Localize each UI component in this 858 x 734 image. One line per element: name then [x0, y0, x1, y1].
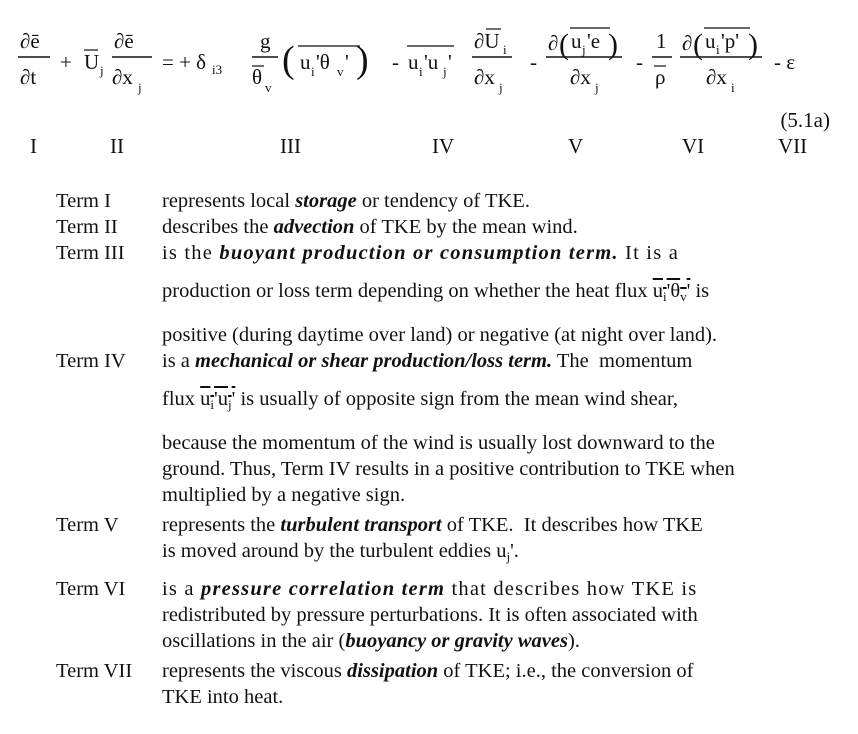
roman-label-4: IV [432, 134, 455, 158]
svg-text:∂t: ∂t [20, 65, 37, 89]
tke-equation-svg [14, 12, 844, 104]
svg-text:∂ē: ∂ē [20, 29, 40, 53]
svg-text:j: j [595, 80, 599, 95]
svg-text:∂x: ∂x [474, 65, 495, 89]
term-6-row [56, 576, 834, 654]
term-3-line2-suffix: is [695, 280, 710, 302]
svg-text:1: 1 [656, 29, 667, 53]
tke-equation [14, 12, 844, 104]
term-7-label: Term VII [56, 660, 133, 682]
term-4-line4: ground. Thus, Term IV results in a positive contribution to TKE when [162, 458, 735, 480]
svg-text:): ) [748, 28, 758, 61]
svg-text:(: ( [282, 39, 295, 81]
term-3-line3: positive (during daytime over land) or negative (at night over land). [162, 324, 718, 346]
term-3-line2: production or loss term depending on whether the heat flux [162, 280, 648, 302]
term-6-label: Term VI [56, 578, 126, 600]
svg-text:j: j [582, 42, 586, 57]
term-1-text: represents local storage or tendency of TKE. [162, 190, 530, 212]
term-5-line2: is moved around by the turbulent eddies u [162, 540, 507, 562]
term-2-label: Term II [56, 216, 118, 238]
term-1-row [56, 188, 834, 214]
svg-text:v: v [337, 64, 344, 79]
term-6-line2: redistributed by pressure perturbations. It is often associated with [162, 604, 698, 626]
term-1-label: Term I [56, 190, 111, 212]
roman-label-1: I [30, 134, 37, 158]
term-5-row [56, 512, 834, 570]
term-6-emphasis: pressure correlation term [201, 578, 446, 600]
svg-text:i: i [311, 64, 315, 79]
svg-text:): ) [608, 28, 618, 61]
term-4-line5: multiplied by a negative sign. [162, 484, 406, 506]
term-4-row [56, 348, 834, 508]
term-3-row [56, 240, 834, 348]
svg-text:): ) [356, 39, 369, 81]
svg-text:-: - [530, 50, 537, 74]
momentum-flux-symbol: $u_i'u_j'$ [200, 388, 236, 412]
svg-text:+: + [60, 50, 72, 74]
svg-text:g: g [260, 29, 271, 53]
roman-label-3: III [280, 134, 301, 158]
term-7-row [56, 658, 834, 710]
svg-text:∂U: ∂U [474, 29, 500, 53]
svg-text:'θ: 'θ [316, 50, 330, 74]
svg-text:j: j [443, 64, 447, 79]
svg-text:- ε: - ε [774, 50, 796, 74]
roman-label-7: VII [778, 134, 808, 158]
term-7-line2: TKE into heat. [162, 686, 284, 708]
term-5-emphasis: turbulent transport [280, 514, 442, 536]
roman-label-6: VI [682, 134, 705, 158]
term-3-text: is the buoyant production or consumption term. It is a production or loss term depending on whether the heat flux $u_i'\theta_v'$ is positive (during daytime over land) or negative (at night over land). [162, 240, 834, 348]
svg-text:= + δ: = + δ [162, 50, 207, 74]
term-4-text: is a mechanical or shear production/loss term. The momentum flux $u_i'u_j'$ is usually of opposite sign from the mean wind shear, because the momentum of the wind is usually lost downward to the ground. Thus, Term IV results in a positive contribution to TKE when multiplied by a negative sign. [162, 348, 834, 508]
svg-text:j: j [100, 63, 104, 78]
svg-text:∂ē: ∂ē [114, 29, 134, 53]
term-5-label: Term V [56, 514, 119, 536]
svg-text:U: U [84, 50, 100, 74]
svg-text:-: - [392, 50, 399, 74]
term-6-text: is a pressure correlation term that describes how TKE is redistributed by pressure perturbations. It is often associated with oscillations in the air (buoyancy or gravity waves). [162, 576, 834, 654]
term-5-text: represents the turbulent transport of TKE. It describes how TKE is moved around by the turbulent eddies $u_j'$. [162, 514, 703, 564]
svg-text:u: u [571, 29, 582, 53]
svg-text:i: i [731, 80, 735, 95]
roman-label-5: V [568, 134, 584, 158]
term-2-text: describes the advection of TKE by the mean wind. [162, 216, 578, 238]
term-definitions [56, 188, 834, 710]
svg-text:'p': 'p' [721, 29, 740, 53]
svg-text:'u: 'u [424, 50, 439, 74]
term-2-emphasis: advection [273, 216, 355, 238]
svg-text:'e: 'e [587, 29, 601, 53]
svg-text:u: u [705, 29, 716, 53]
svg-text:(: ( [559, 28, 569, 61]
heat-flux-symbol: $u_i'\theta_v'$ [652, 280, 691, 304]
term-4-label: Term IV [56, 350, 126, 372]
svg-text:-: - [636, 50, 643, 74]
term-4-line2-prefix: flux [162, 388, 196, 410]
svg-text:': ' [448, 50, 452, 74]
svg-text:∂x: ∂x [570, 65, 591, 89]
svg-text:i: i [419, 64, 423, 79]
term-6-emphasis-2: buoyancy or gravity waves [345, 630, 568, 652]
term-3-emphasis: buoyant production or consumption term. [219, 242, 619, 264]
svg-text:v: v [265, 80, 272, 95]
term-3-label: Term III [56, 242, 125, 264]
svg-text:(: ( [693, 28, 703, 61]
svg-text:ρ: ρ [655, 65, 666, 89]
svg-text:': ' [345, 50, 349, 74]
svg-text:i3: i3 [212, 62, 223, 77]
term-2-row [56, 214, 834, 240]
svg-text:∂: ∂ [548, 31, 559, 55]
term-4-emphasis: mechanical or shear production/loss term. [195, 350, 553, 372]
svg-text:∂x: ∂x [706, 65, 727, 89]
svg-text:j: j [499, 80, 503, 95]
svg-text:u: u [408, 50, 419, 74]
svg-text:u: u [300, 50, 311, 74]
svg-text:j: j [138, 80, 142, 95]
svg-text:∂: ∂ [682, 31, 693, 55]
term-4-line3: because the momentum of the wind is usually lost downward to the [162, 432, 715, 454]
term-7-emphasis: dissipation [347, 660, 439, 682]
svg-text:i: i [503, 42, 507, 57]
svg-text:i: i [716, 42, 720, 57]
roman-label-2: II [110, 134, 124, 158]
equation-number: (5.1a) [780, 108, 830, 132]
svg-text:θ: θ [252, 65, 263, 89]
svg-text:∂x: ∂x [112, 65, 133, 89]
term-7-text: represents the viscous dissipation of TKE; i.e., the conversion of TKE into heat. [162, 658, 834, 710]
term-4-line2-suffix: is usually of opposite sign from the mean wind shear, [240, 388, 679, 410]
term-1-emphasis: storage [295, 190, 357, 212]
